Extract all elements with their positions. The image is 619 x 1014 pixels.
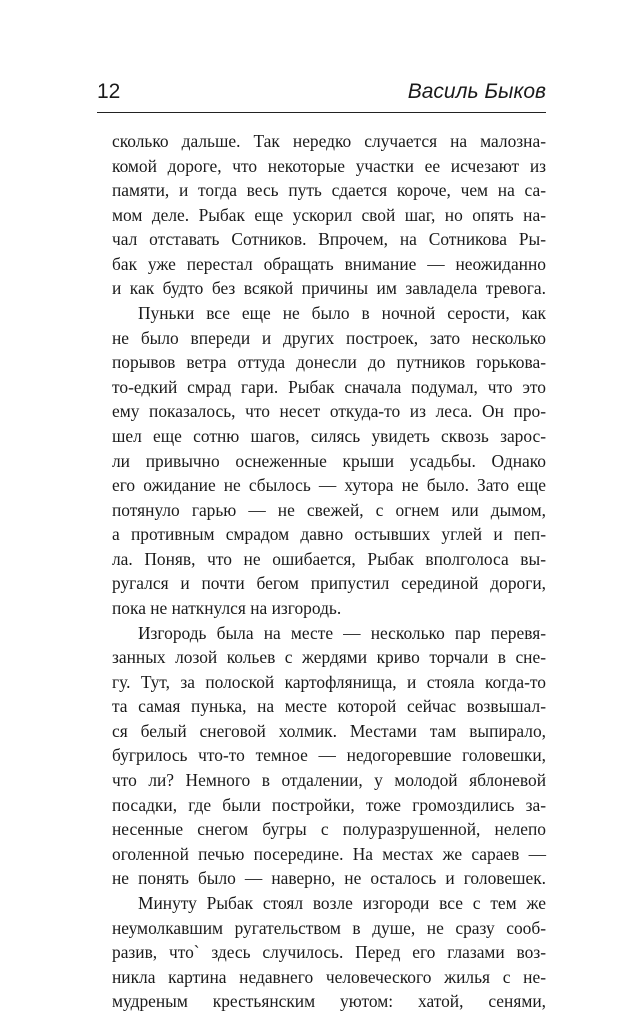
text-line: пока не наткнулся на изгородь. — [112, 597, 342, 618]
text-line: неумолкавшим ругательством в душе, не сразу сооб- — [112, 917, 546, 938]
text-line: ла. Поняв, что не ошибается, Рыбак вполголоса вы- — [112, 548, 546, 569]
text-line: посадки, где были постройки, тоже громоздились за- — [112, 794, 546, 815]
paragraph — [112, 129, 546, 301]
text-line: занных лозой кольев с жердями криво торчали в сне- — [112, 647, 546, 668]
text-line: сколько дальше. Так нередко случается на малозна- — [112, 131, 546, 151]
page-number: 12 — [97, 80, 121, 103]
text-line: порывов ветра оттуда донесли до путников горькова- — [112, 352, 546, 373]
text-line: ругался и почти бегом припустил серединой дороги, — [112, 573, 546, 594]
text-line: ся белый снеговой холмик. Местами там выпирало, — [112, 720, 546, 741]
body-text — [112, 129, 546, 1014]
text-line: мудреным крестьянским уютом: хатой, сенями, — [112, 991, 546, 1012]
text-line: гу. Тут, за полоской картофлянища, и стояла когда-то — [112, 671, 546, 692]
text-line: разив, что` здесь случилось. Перед его глазами воз- — [112, 942, 546, 963]
header-rule — [97, 112, 546, 113]
text-line: Изгородь была на месте — несколько пар перевя- — [138, 622, 546, 643]
text-line: никла картина недавнего человеческого жилья с не- — [112, 966, 546, 987]
text-line: памяти, и тогда весь путь сдается короче, чем на са- — [112, 180, 546, 201]
paragraph — [112, 301, 546, 621]
paragraph — [112, 891, 546, 1014]
text-line: бугрилось что-то темное — недогоревшие головешки, — [112, 745, 546, 766]
text-line: несенные снегом бугры с полуразрушенной, нелепо — [112, 819, 546, 840]
text-line: шел еще сотню шагов, силясь увидеть сквозь зарос- — [112, 425, 546, 446]
text-line: ему показалось, что несет откуда-то из леса. Он про- — [112, 401, 546, 422]
text-line: ли привычно оснеженные крыши усадьбы. Однако — [112, 450, 546, 471]
text-line: комой дороге, что некоторые участки ее исчезают из — [112, 155, 546, 176]
text-line: чал отставать Сотников. Впрочем, на Сотникова Ры- — [112, 229, 546, 250]
running-head-author: Василь Быков — [407, 80, 546, 103]
text-line: бак уже перестал обращать внимание — неожиданно — [112, 253, 546, 274]
text-line: Минуту Рыбак стоял возле изгороди все с тем же — [138, 892, 546, 913]
text-line: то-едкий смрад гари. Рыбак сначала подумал, что это — [112, 376, 546, 397]
text-line: та самая пунька, на месте которой сейчас возвышал- — [112, 696, 546, 717]
running-head — [97, 80, 546, 106]
text-line: не было впереди и других построек, зато несколько — [112, 327, 546, 348]
text-line: оголенной печью посередине. На местах же сараев — — [112, 843, 546, 864]
paragraph — [112, 621, 546, 891]
text-line: что ли? Немного в отдалении, у молодой яблоневой — [112, 770, 546, 791]
text-line: мом деле. Рыбак еще ускорил свой шаг, но опять на- — [112, 204, 546, 225]
text-line: потянуло гарью — не свежей, с огнем или дымом, — [112, 499, 546, 520]
text-line: его ожидание не сбылось — хутора не было. Зато еще — [112, 475, 546, 496]
text-line: не понять было — наверно, не осталось и головешек. — [112, 868, 546, 889]
text-line: а противным смрадом давно остывших углей и пеп- — [112, 524, 546, 545]
text-line: Пуньки все еще не было в ночной серости, как — [138, 303, 546, 324]
text-line: и как будто без всякой причины им завладела тревога. — [112, 278, 546, 299]
